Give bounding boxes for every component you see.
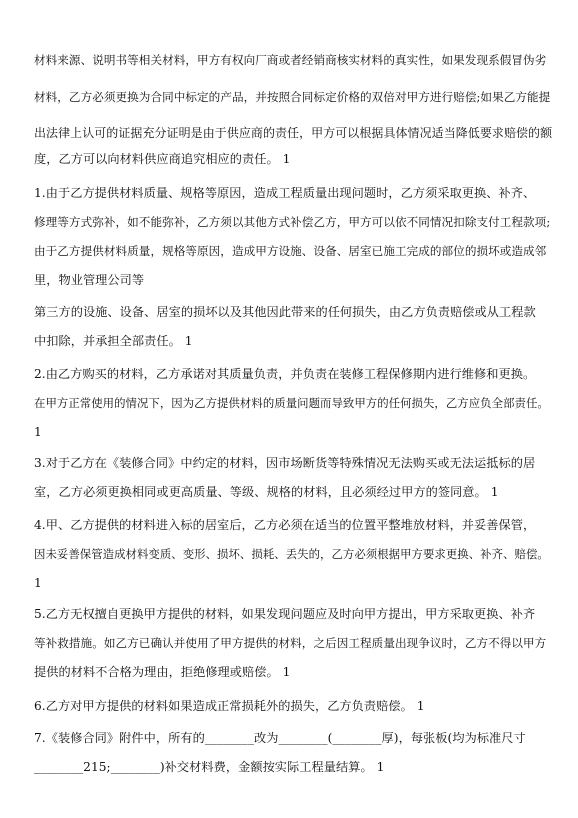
- text-line: 等补救措施。如乙方已确认并使用了甲方提供的材料，之后因工程质量出现争议时，乙方不得以甲方: [34, 636, 547, 650]
- text-line: 1.由于乙方提供材料质量、规格等原因，造成工程质量出现问题时，乙方须采取更换、补齐、: [34, 186, 536, 200]
- text-line: 里，物业管理公司等: [34, 273, 145, 287]
- text-line: 修理等方式弥补，如不能弥补，乙方须以其他方式补偿乙方，甲方可以依不同情况扣除支付工程款项;: [34, 215, 551, 229]
- text-line: 材料，乙方必须更换为合同中标定的产品，并按照合同标定价格的双倍对甲方进行赔偿;如果乙方能提: [34, 90, 551, 104]
- text-line: 1: [34, 425, 42, 439]
- text-line: 出法律上认可的证据充分证明是由于供应商的责任，甲方可以根据具体情况适当降低要求赔偿的额: [34, 126, 553, 140]
- text-line: 因未妥善保管造成材料变质、变形、损坏、损耗、丢失的，乙方必须根据甲方要求更换、补齐、赔偿。: [34, 547, 549, 561]
- text-line: 由于乙方提供材料质量，规格等原因，造成甲方设施、设备、居室已施工完成的部位的损坏或造成邻: [34, 244, 547, 258]
- text-line: 在甲方正常使用的情况下，因为乙方提供材料的质量问题而导致甲方的任何损失，乙方应负全部责任。: [34, 396, 549, 410]
- text-line: 室，乙方必须更换相同或更高质量、等级、规格的材料，且必须经过甲方的签同意。 1: [34, 485, 499, 499]
- text-line: 第三方的设施、设备、居室的损坏以及其他因此带来的任何损失，由乙方负责赔偿或从工程款: [34, 305, 536, 319]
- text-line: 度，乙方可以向材料供应商追究相应的责任。 1: [34, 152, 291, 166]
- text-line: 材料来源、说明书等相关材料，甲方有权向厂商或者经销商核实材料的真实性，如果发现系假冒伪劣: [34, 53, 547, 67]
- text-line: 3.对于乙方在《装修合同》中约定的材料，因市场断货等特殊情况无法购买或无法运抵标的居: [34, 456, 536, 470]
- text-line: 提供的材料不合格为理由，拒绝修理或赔偿。 1: [34, 665, 291, 679]
- text-line: 7.《装修合同》附件中，所有的________改为________(________厚)，每张板(均为标准尺寸: [34, 731, 526, 745]
- text-line: 1: [34, 576, 42, 590]
- text-line: ________215;________)补交材料费，金额按实际工程量结算。 1: [34, 760, 385, 774]
- text-line: 中扣除，并承担全部责任。 1: [34, 334, 193, 348]
- text-line: 4.甲、乙方提供的材料进入标的居室后，乙方必须在适当的位置平整堆放材料，并妥善保管，: [34, 518, 536, 532]
- text-line: 6.乙方对甲方提供的材料如果造成正常损耗外的损失，乙方负责赔偿。 1: [34, 699, 425, 713]
- text-line: 5.乙方无权擅自更换甲方提供的材料，如果发现问题应及时向甲方提出，甲方采取更换、补齐: [34, 607, 536, 621]
- text-line: 2.由乙方购买的材料，乙方承诺对其质量负责，并负责在装修工程保修期内进行维修和更换。: [34, 367, 536, 381]
